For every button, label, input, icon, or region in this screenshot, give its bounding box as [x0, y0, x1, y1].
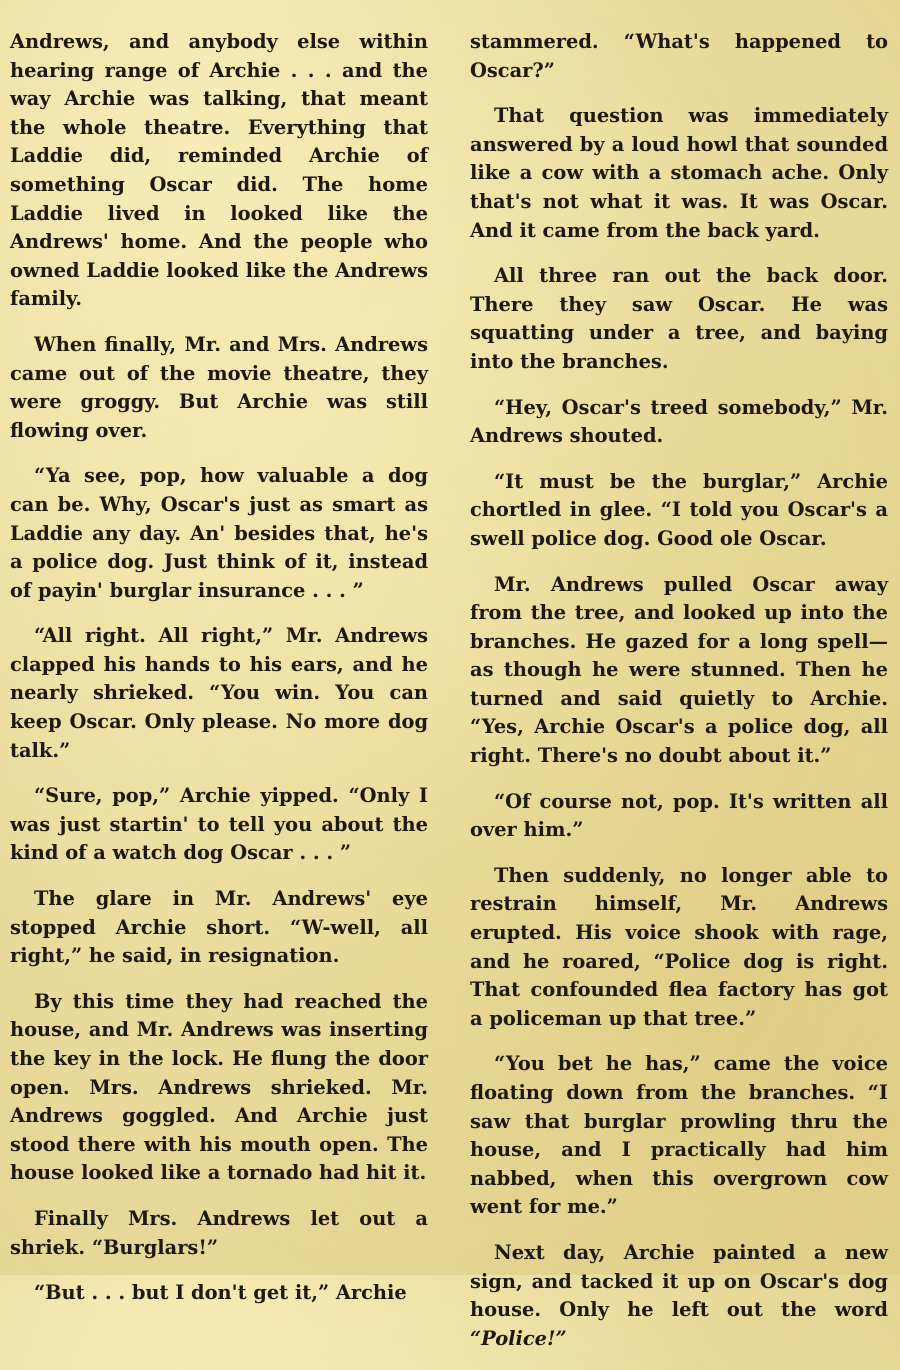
- paragraph: “You bet he has,” came the voice floating down from the branches. “I saw that burglar prowling thru the house, and I practically had him nabbed, when this overgrown cow went for me.”: [470, 1052, 888, 1219]
- police-word: “Police!”: [470, 1326, 567, 1350]
- paragraph: Mr. Andrews pulled Oscar away from the tree, and looked up into the branches. He gazed for a long spell—as though he were stunned. Then he turned and said quietly to Archie. “Yes, Archie Oscar's a police dog, all right. There's no doubt about it.”: [470, 572, 888, 768]
- paragraph: That question was immediately answered by a loud howl that sounded like a cow with a stomach ache. Only that's not what it was. It was Oscar. And it came from the back yard.: [470, 104, 888, 242]
- paragraph: The glare in Mr. Andrews' eye stopped Archie short. “W-well, all right,” he said, in resignation.: [10, 887, 428, 968]
- paragraph: “It must be the burglar,” Archie chortled in glee. “I told you Oscar's a swell police dog. Good ole Oscar.: [470, 469, 888, 550]
- paragraph: Finally Mrs. Andrews let out a shriek. “Burglars!”: [10, 1206, 428, 1259]
- paragraph: “All right. All right,” Mr. Andrews clapped his hands to his ears, and he nearly shrieked. “You win. You can keep Oscar. Only please. No more dog talk.”: [10, 624, 428, 762]
- paragraph: Andrews, and anybody else within hearing range of Archie . . . and the way Archie was talking, that meant the whole theatre. Everything that Laddie did, reminded Archie of something Oscar did. The home Laddie lived in looked like the Andrews' home. And the people who owned Laddie looked like the Andrews family.: [10, 30, 428, 311]
- paragraph: “Sure, pop,” Archie yipped. “Only I was just startin' to tell you about the kind of a watch dog Oscar . . . ”: [10, 784, 428, 865]
- paragraph: “But . . . but I don't get it,” Archie: [34, 1281, 407, 1305]
- final-paragraph-text: Next day, Archie painted a new sign, and tacked it up on Oscar's dog house. Only he left out the word: [470, 1240, 888, 1322]
- paragraph: Then suddenly, no longer able to restrain himself, Mr. Andrews erupted. His voice shook with rage, and he roared, “Police dog is right. That confounded flea factory has got a policeman up that tree.”: [470, 863, 888, 1030]
- paragraph: stammered. “What's happened to Oscar?”: [470, 30, 888, 82]
- paragraph: All three ran out the back door. There they saw Oscar. He was squatting under a tree, and baying into the branches.: [470, 264, 888, 373]
- paragraph: By this time they had reached the house, and Mr. Andrews was inserting the key in the lock. He flung the door open. Mrs. Andrews shrieked. Mr. Andrews goggled. And Archie just stood there with his mouth open. The house looked like a tornado had hit it.: [10, 989, 428, 1185]
- paragraph: When finally, Mr. and Mrs. Andrews came out of the movie theatre, they were groggy. But Archie was still flowing over.: [10, 332, 428, 442]
- paragraph: “Ya see, pop, how valuable a dog can be. Why, Oscar's just as smart as Laddie any day. An' besides that, he's a police dog. Just think of it, instead of payin' burglar insurance . . . ”: [10, 464, 428, 602]
- paragraph: “Of course not, pop. It's written all over him.”: [470, 789, 888, 842]
- final-paragraph: [470, 1239, 888, 1353]
- left-column: [10, 28, 428, 1325]
- paragraph: “Hey, Oscar's treed somebody,” Mr. Andrews shouted.: [470, 395, 888, 448]
- right-column: [470, 28, 888, 1370]
